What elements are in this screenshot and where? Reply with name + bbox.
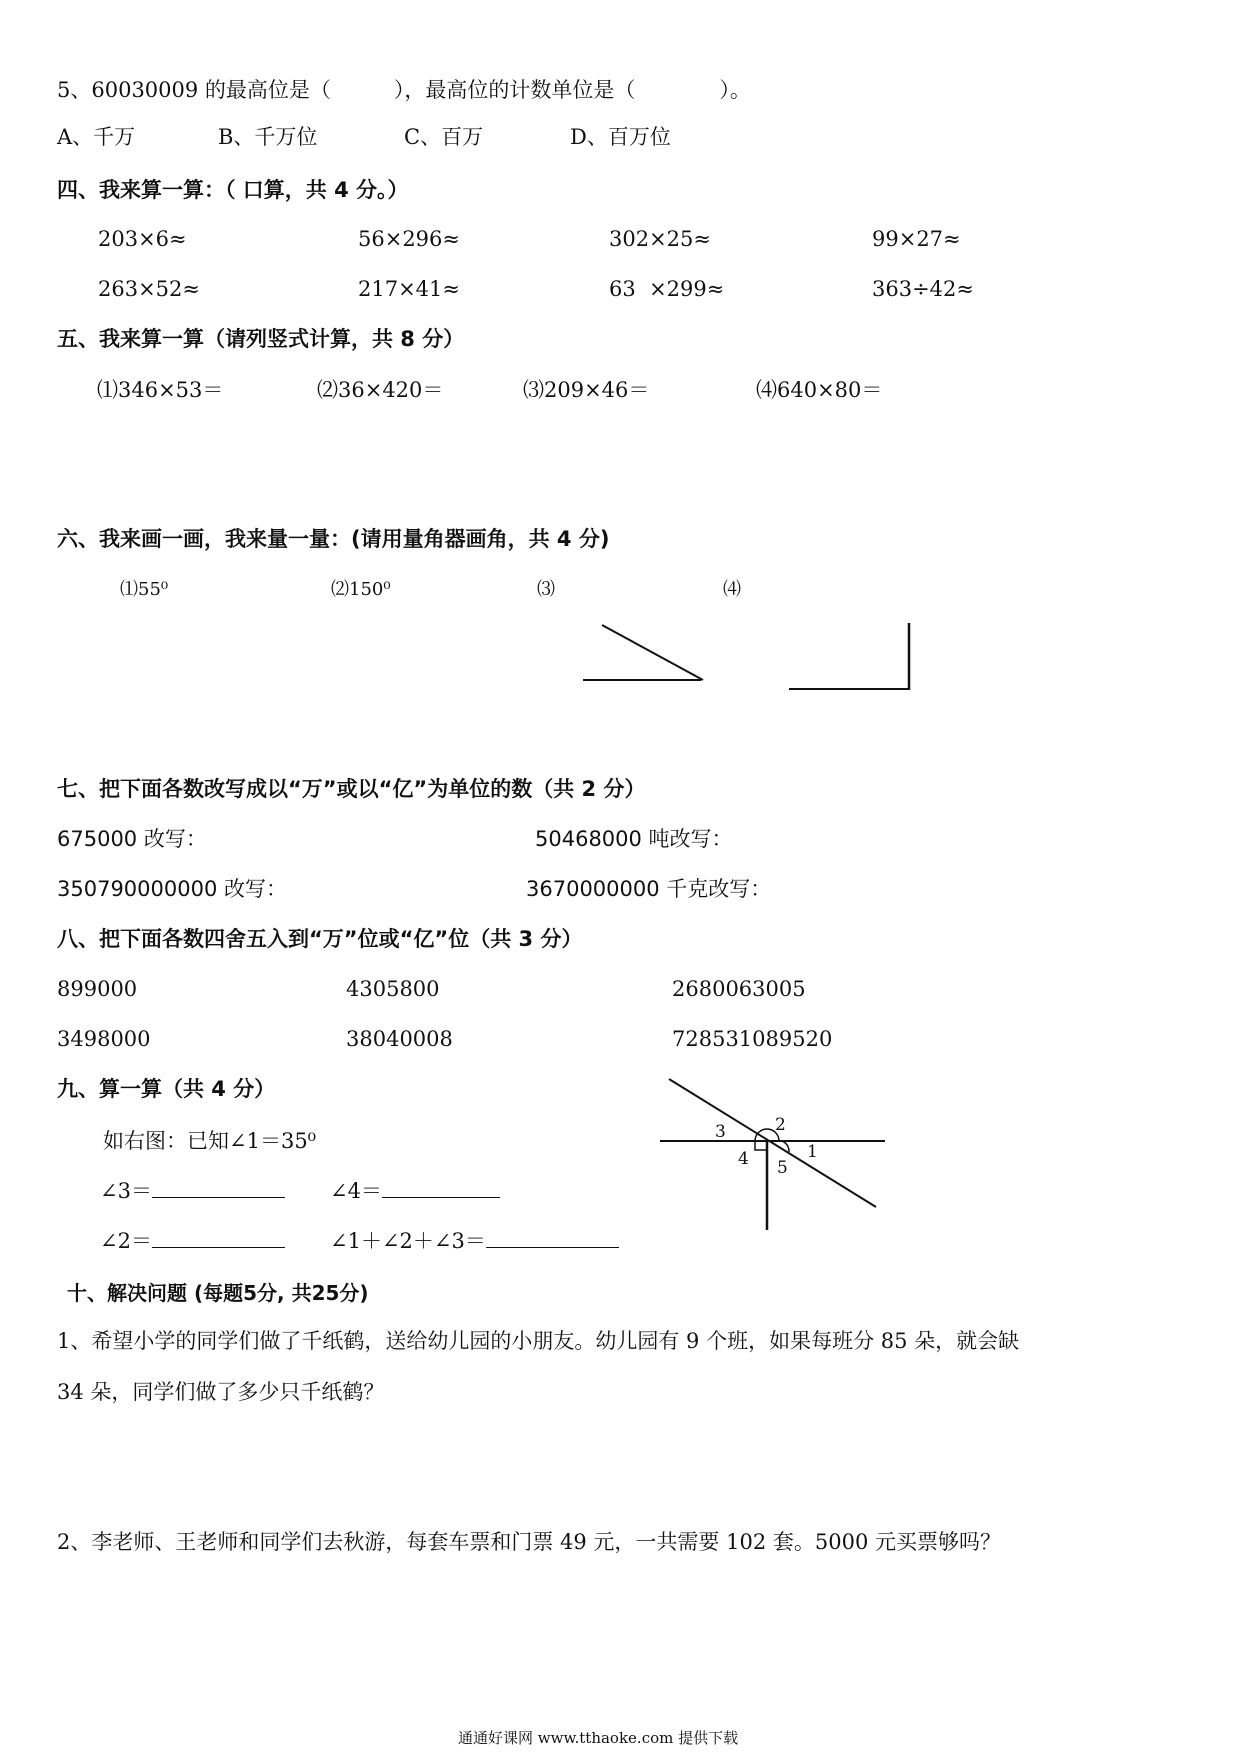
section-6-heading: 六、我来画一画，我来量一量：(请用量角器画角，共 4 分) — [57, 527, 610, 551]
angle-task-4: ⑷ — [723, 579, 741, 600]
section-8-heading: 八、把下面各数四舍五入到“万”位或“亿”位（共 3 分） — [57, 927, 583, 951]
section-10-heading: 十、解决问题 (每题5分, 共25分) — [67, 1281, 369, 1305]
answer-angle-4: ∠4＝ — [330, 1181, 500, 1202]
footer-text: 通通好课网 www.tthaoke.com 提供下载 — [458, 1729, 739, 1747]
rewrite-item: 3670000000 千克改写： — [526, 877, 772, 901]
rounding-item: 38040008 — [346, 1027, 453, 1051]
given-angle: 如右图：已知∠1＝35⁰ — [103, 1129, 317, 1153]
mental-calc-item: 217×41≈ — [358, 277, 460, 301]
vertical-calc-item: ⑶209×46＝ — [523, 378, 650, 402]
option-a: A、千万 — [57, 125, 136, 149]
mental-calc-item: 363÷42≈ — [872, 277, 974, 301]
answer-angle-sum: ∠1＋∠2＋∠3＝ — [330, 1231, 619, 1252]
option-d: D、百万位 — [570, 125, 671, 149]
problem-1-line-1: 1、希望小学的同学们做了千纸鹤，送给幼儿园的小朋友。幼儿园有 9 个班，如果每班分 85 朵，就会缺 — [57, 1329, 1020, 1353]
section-7-heading: 七、把下面各数改写成以“万”或以“亿”为单位的数（共 2 分） — [57, 777, 646, 801]
problem-1-line-2: 34 朵，同学们做了多少只千纸鹤？ — [57, 1380, 385, 1404]
rewrite-item: 350790000000 改写： — [57, 877, 288, 901]
rewrite-item: 50468000 吨改写： — [535, 827, 733, 851]
rounding-item: 3498000 — [57, 1027, 151, 1051]
vertical-calc-item: ⑷640×80＝ — [756, 378, 883, 402]
right-angle-mark — [755, 1141, 767, 1150]
mental-calc-item: 263×52≈ — [98, 277, 200, 301]
vertical-calc-item: ⑵36×420＝ — [317, 378, 444, 402]
slanted-line — [669, 1079, 876, 1207]
section-9-heading: 九、算一算（共 4 分） — [57, 1077, 276, 1101]
mental-calc-item: 56×296≈ — [358, 227, 460, 251]
section-5-heading: 五、我来算一算（请列竖式计算，共 8 分） — [57, 327, 465, 351]
section-4-heading: 四、我来算一算：（ 口算，共 4 分。） — [57, 178, 409, 202]
angle-label-1: 1 — [807, 1142, 818, 1162]
rounding-item: 899000 — [57, 977, 138, 1001]
rewrite-item: 675000 改写： — [57, 827, 207, 851]
problem-2: 2、李老师、王老师和同学们去秋游，每套车票和门票 49 元，一共需要 102 套。5000 元买票够吗？ — [57, 1530, 1001, 1554]
rounding-item: 4305800 — [346, 977, 440, 1001]
mental-calc-item: 63 ×299≈ — [609, 277, 725, 301]
rounding-item: 2680063005 — [672, 977, 806, 1001]
answer-angle-2: ∠2＝ — [100, 1231, 285, 1252]
question-5-text: 5、60030009 的最高位是（ ），最高位的计数单位是（ ）。 — [57, 78, 751, 102]
rounding-item: 728531089520 — [672, 1027, 833, 1051]
mental-calc-item: 302×25≈ — [609, 227, 711, 251]
vertical-calc-item: ⑴346×53＝ — [97, 378, 224, 402]
mental-calc-item: 99×27≈ — [872, 227, 961, 251]
angle-label-2: 2 — [775, 1115, 786, 1135]
angle-label-5: 5 — [777, 1158, 788, 1178]
mental-calc-item: 203×6≈ — [98, 227, 187, 251]
option-c: C、百万 — [404, 125, 484, 149]
angle-task-1: ⑴55⁰ — [120, 579, 169, 600]
option-b: B、千万位 — [218, 125, 318, 149]
angle-task-2: ⑵150⁰ — [331, 579, 391, 600]
angle-label-3: 3 — [715, 1122, 726, 1142]
angle-task-3: ⑶ — [537, 579, 555, 600]
angle-label-4: 4 — [738, 1149, 749, 1169]
answer-angle-3: ∠3＝ — [100, 1181, 285, 1202]
